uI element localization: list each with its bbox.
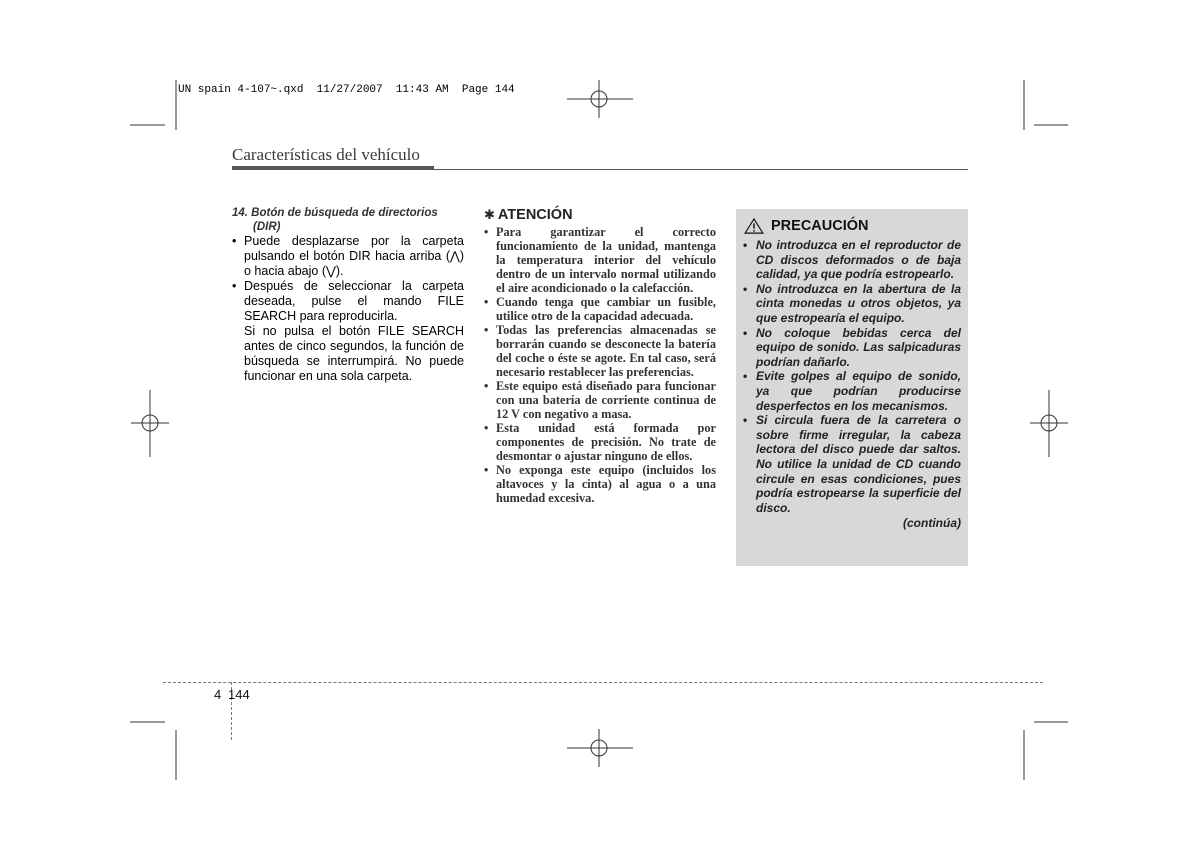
down-arrow-icon: ⋁ [326, 264, 336, 278]
continued-note: (continúa) [903, 516, 961, 531]
list-item: • Este equipo está diseñado para funcionar con una batería de corriente continua de 12 V con negativo a masa. [484, 379, 716, 421]
up-arrow-icon: ⋀ [449, 249, 460, 263]
list-item: • Si circula fuera de la carretera o sobre firme irregular, la cabeza lectora del disco puede dar saltos. No utilice la unidad de CD cuando circule en esas condiciones, pues podría estropearse la superficie del disco. [743, 413, 961, 515]
asterisk-icon: ✱ [484, 208, 495, 223]
list-item: • Cuando tenga que cambiar un fusible, utilice otro de la capacidad adecuada. [484, 295, 716, 323]
list-item: • Para garantizar el correcto funcionamiento de la unidad, mantenga la temperatura interior del vehículo dentro de un intervalo normal utilizando el aire acondicionado o la calefacción. [484, 225, 716, 295]
footer-rule [163, 682, 1043, 683]
list-item: • No coloque bebidas cerca del equipo de sonido. Las salpicaduras podrían dañarlo. [743, 326, 961, 370]
bullet1-text-b: ) o hacia abajo ( [244, 249, 464, 278]
attention-section [484, 206, 716, 505]
list-item: • No introduzca en la abertura de la cinta monedas u otros objetos, ya que estropearía el equipo. [743, 282, 961, 326]
section-subhead [232, 206, 464, 234]
list-item: • No introduzca en el reproductor de CD discos deformados o de baja calidad, ya que podría estropearlo. [743, 238, 961, 282]
bullet1-text-a: Puede desplazarse por la carpeta pulsando el botón DIR hacia arriba ( [244, 234, 464, 263]
caution-title: PRECAUCIÓN [771, 218, 869, 234]
attention-list [484, 225, 716, 505]
header-rule [232, 169, 968, 170]
bullet1-text-c: ). [335, 264, 344, 278]
print-slug: UN spain 4-107~.qxd 11/27/2007 11:43 AM Page 144 [178, 84, 515, 96]
dir-button-section [232, 206, 464, 384]
warning-triangle-icon [743, 218, 765, 234]
page-number-value: 144 [228, 687, 250, 702]
attention-heading [484, 206, 716, 225]
subhead-line1: 14. Botón de búsqueda de directorios [232, 207, 438, 219]
file-search-note: Si no pulsa el botón FILE SEARCH antes de cinco segundos, la función de búsqueda se interrumpirá. No puede funcionar en una sola carpeta. [244, 324, 464, 383]
page-title: Características del vehículo [232, 145, 420, 164]
list-item: • Todas las preferencias almacenadas se borrarán cuando se desconecte la batería del coche o éste se agote. En tal caso, será necesario restablecer las preferencias. [484, 323, 716, 379]
list-item: • Esta unidad está formada por componentes de precisión. No trate de desmontar o ajustar ninguno de ellos. [484, 421, 716, 463]
list-item: • No exponga este equipo (incluidos los altavoces y la cinta) al agua o a una humedad excesiva. [484, 463, 716, 505]
caution-heading [743, 217, 961, 235]
caution-list [743, 238, 961, 531]
bullet-file-search: • Después de seleccionar la carpeta deseada, pulse el mando FILE SEARCH para reproducirla. [232, 279, 464, 324]
caution-box [736, 209, 968, 566]
section-number: 4 [214, 687, 222, 702]
subhead-line2: (DIR) [253, 221, 281, 233]
list-item: • Evite golpes al equipo de sonido, ya que podrían producirse desperfectos en los mecanismos. [743, 369, 961, 413]
attention-title: ATENCIÓN [497, 207, 573, 223]
page-number [214, 687, 250, 702]
bullet-dir-navigation [232, 234, 464, 279]
